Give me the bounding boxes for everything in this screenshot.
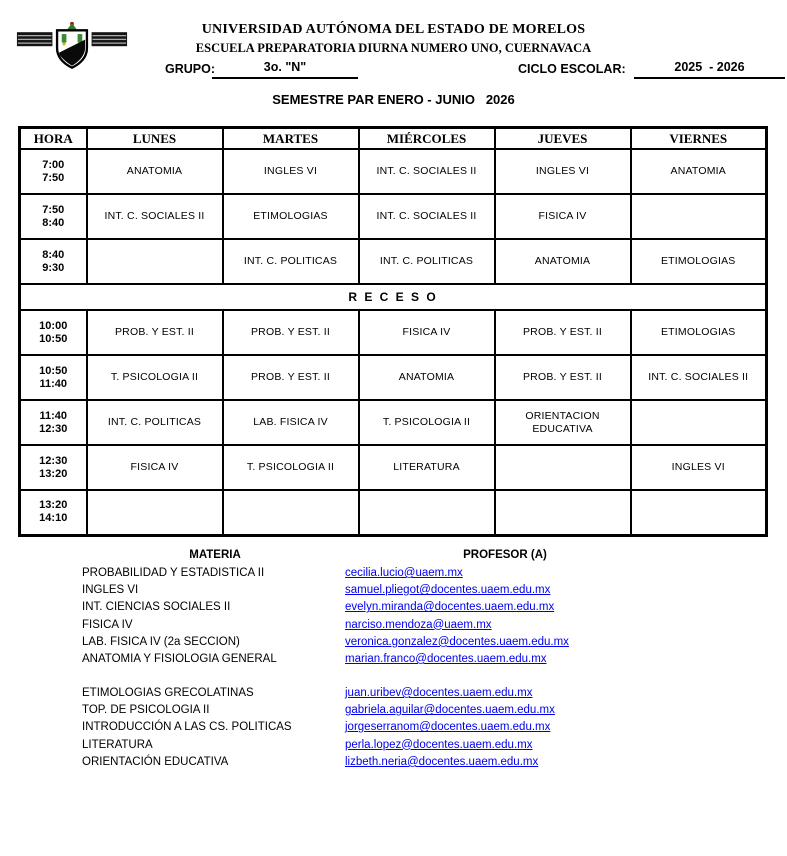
course-name: PROBABILIDAD Y ESTADISTICA II: [82, 567, 265, 579]
professor-email-link[interactable]: juan.uribev@docentes.uaem.edu.mx: [345, 687, 533, 699]
subject-cell: ETIMOLOGIAS: [223, 194, 359, 239]
materia-header: MATERIA: [189, 549, 241, 561]
subject-cell: INT. C. SOCIALES II: [631, 355, 767, 400]
subject-cell: ANATOMIA: [631, 149, 767, 194]
subject-cell: ANATOMIA: [495, 239, 631, 284]
subject-cell: LAB. FISICA IV: [223, 400, 359, 445]
subject-cell: INT. C. POLITICAS: [359, 239, 495, 284]
course-block-1: [0, 567, 787, 670]
course-row: [0, 636, 787, 653]
professor-email-link[interactable]: evelyn.miranda@docentes.uaem.edu.mx: [345, 601, 555, 614]
time-cell: 10:50 11:40: [20, 355, 87, 400]
semester-title: SEMESTRE PAR ENERO - JUNIO 2026: [272, 92, 515, 107]
time-cell: 10:00 10:50: [20, 310, 87, 355]
time-cell: 7:00 7:50: [20, 149, 87, 194]
professor-email-link[interactable]: jorgeserranom@docentes.uaem.edu.mx: [345, 721, 551, 734]
subject-cell: PROB. Y EST. II: [223, 355, 359, 400]
time-cell: 12:30 13:20: [20, 445, 87, 490]
schedule-row: [20, 355, 767, 400]
course-row: [0, 721, 787, 738]
professor-email-link[interactable]: perla.lopez@docentes.uaem.edu.mx: [345, 738, 533, 751]
column-header-jueves: JUEVES: [495, 128, 631, 150]
schedule-row: [20, 239, 767, 284]
university-title: UNIVERSIDAD AUTÓNOMA DEL ESTADO DE MORELOS: [201, 22, 586, 37]
subject-cell: INT. C. POLITICAS: [223, 239, 359, 284]
course-name: INTRODUCCIÓN A LAS CS. POLITICAS: [82, 721, 292, 734]
group-cycle-line: [0, 60, 787, 80]
course-row: [0, 584, 787, 601]
subject-cell: INT. C. SOCIALES II: [87, 194, 223, 239]
subject-cell: ORIENTACION EDUCATIVA: [495, 400, 631, 445]
professor-email-link[interactable]: lizbeth.neria@docentes.uaem.edu.mx: [345, 755, 539, 768]
ciclo-escolar-value: 2025 - 2026: [634, 60, 785, 79]
subject-cell: [631, 490, 767, 535]
subject-cell: INGLES VI: [223, 149, 359, 194]
subject-cell: FISICA IV: [359, 310, 495, 355]
professor-email-link[interactable]: gabriela.aguilar@docentes.uaem.edu.mx: [345, 704, 555, 717]
professor-email-link[interactable]: veronica.gonzalez@docentes.uaem.edu.mx: [345, 635, 569, 648]
subject-cell: [87, 490, 223, 535]
professor-email-link[interactable]: cecilia.lucio@uaem.mx: [345, 567, 463, 579]
subject-cell: ANATOMIA: [359, 355, 495, 400]
course-name: LITERATURA: [82, 738, 153, 751]
subject-cell: T. PSICOLOGIA II: [223, 445, 359, 490]
column-header-martes: MARTES: [223, 128, 359, 150]
subject-cell: PROB. Y EST. II: [223, 310, 359, 355]
subject-cell: PROB. Y EST. II: [495, 310, 631, 355]
schedule-row: [20, 194, 767, 239]
document-header: [0, 22, 787, 56]
subject-cell: T. PSICOLOGIA II: [87, 355, 223, 400]
course-name: INT. CIENCIAS SOCIALES II: [82, 601, 231, 614]
subject-cell: T. PSICOLOGIA II: [359, 400, 495, 445]
subject-cell: LITERATURA: [359, 445, 495, 490]
subject-cell: [87, 239, 223, 284]
course-row: [0, 704, 787, 721]
time-cell: 13:20 14:10: [20, 490, 87, 535]
course-name: LAB. FISICA IV (2a SECCION): [82, 635, 240, 648]
subject-cell: INGLES VI: [631, 445, 767, 490]
professor-email-link[interactable]: samuel.pliegot@docentes.uaem.edu.mx: [345, 584, 551, 597]
profesor-header: PROFESOR (A): [463, 549, 547, 561]
subject-cell: PROB. Y EST. II: [87, 310, 223, 355]
subject-cell: [495, 445, 631, 490]
ciclo-escolar-label: CICLO ESCOLAR:: [518, 62, 626, 76]
subject-cell: [631, 400, 767, 445]
schedule-row: [20, 490, 767, 535]
school-title: ESCUELA PREPARATORIA DIURNA NUMERO UNO, CUERNAVACA: [195, 41, 592, 55]
course-row: [0, 601, 787, 618]
subject-cell: FISICA IV: [87, 445, 223, 490]
course-name: ORIENTACIÓN EDUCATIVA: [82, 755, 229, 768]
subject-cell: [495, 490, 631, 535]
subject-cell: [223, 490, 359, 535]
grupo-value: 3o. "N": [212, 60, 358, 79]
course-row: [0, 687, 787, 704]
schedule-row: [20, 310, 767, 355]
subject-cell: [631, 194, 767, 239]
course-row: [0, 653, 787, 670]
course-row: [0, 619, 787, 636]
course-name: TOP. DE PSICOLOGIA II: [82, 704, 210, 717]
time-cell: 8:40 9:30: [20, 239, 87, 284]
grupo-label: GRUPO:: [165, 62, 215, 76]
receso-label: R E C E S O: [20, 284, 767, 310]
course-row: [0, 567, 787, 584]
schedule-header-row: [20, 128, 767, 150]
subject-cell: INGLES VI: [495, 149, 631, 194]
column-header-hora: HORA: [20, 128, 87, 150]
subject-cell: [359, 490, 495, 535]
schedule-row: [20, 400, 767, 445]
schedule-row: [20, 149, 767, 194]
professor-email-link[interactable]: marian.franco@docentes.uaem.edu.mx: [345, 652, 547, 665]
subject-cell: ETIMOLOGIAS: [631, 239, 767, 284]
course-name: FISICA IV: [82, 618, 133, 631]
course-block-2: [0, 687, 787, 773]
course-name: ANATOMIA Y FISIOLOGIA GENERAL: [82, 652, 277, 665]
subject-cell: PROB. Y EST. II: [495, 355, 631, 400]
course-row: [0, 739, 787, 756]
time-cell: 7:50 8:40: [20, 194, 87, 239]
time-cell: 11:40 12:30: [20, 400, 87, 445]
subject-cell: ETIMOLOGIAS: [631, 310, 767, 355]
column-header-miercoles: MIÉRCOLES: [359, 128, 495, 150]
column-header-lunes: LUNES: [87, 128, 223, 150]
schedule-table: [18, 126, 768, 537]
subject-cell: INT. C. POLITICAS: [87, 400, 223, 445]
subject-cell: FISICA IV: [495, 194, 631, 239]
course-row: [0, 756, 787, 773]
subject-cell: INT. C. SOCIALES II: [359, 149, 495, 194]
professor-email-link[interactable]: narciso.mendoza@uaem.mx: [345, 618, 492, 631]
subject-cell: ANATOMIA: [87, 149, 223, 194]
receso-row: [20, 284, 767, 310]
subject-cell: INT. C. SOCIALES II: [359, 194, 495, 239]
schedule-row: [20, 445, 767, 490]
course-name: ETIMOLOGIAS GRECOLATINAS: [82, 687, 254, 699]
course-name: INGLES VI: [82, 584, 139, 597]
column-header-viernes: VIERNES: [631, 128, 767, 150]
